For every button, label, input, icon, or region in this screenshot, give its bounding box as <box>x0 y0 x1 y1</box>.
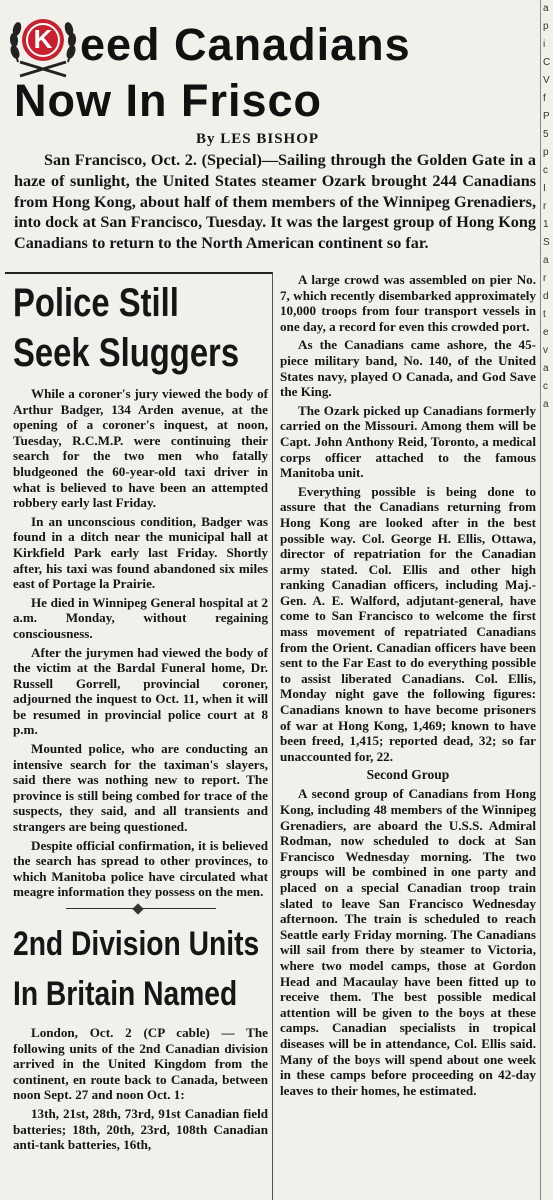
article-paragraph: The Ozark picked up Canadians formerly carried on the Missouri. Among them will be Capt. John Anthony Reid, Toronto, a medical corps officer attached to the famous Manitoba unit. <box>280 402 536 481</box>
edge-fragment: I <box>543 183 546 194</box>
logo-letter: K <box>33 24 53 54</box>
edge-fragment: p <box>543 147 549 158</box>
edge-fragment: i <box>543 39 546 50</box>
edge-fragment: c <box>543 165 548 176</box>
story-separator <box>66 908 216 909</box>
main-headline-line-2: Now In Frisco <box>14 75 323 126</box>
adjacent-column-fragment <box>540 0 553 1200</box>
story-division-headline-1: 2nd Division Units <box>13 925 260 963</box>
article-paragraph: As the Canadians came ashore, the 45-piece military band, No. 140, of the United States navy, played O Canada, and God Save the King. <box>280 337 536 400</box>
section-heading: Second Group <box>366 767 450 783</box>
story-police-paragraph: He died in Winnipeg General hospital at 2 a.m. Monday, without regaining consciousness. <box>13 594 268 641</box>
edge-fragment: 5 <box>543 129 549 140</box>
story-police-paragraph: While a coroner's jury viewed the body of Arthur Badger, 134 Arden avenue, at the opening of a coroner's inquest, at noon, Tuesday, R.C.M.P. were continuing their search for the two men who fatally bludgeoned the 60-year-old taxi driver in what is believed to have been an attempted robbery early last Friday. <box>13 386 268 511</box>
edge-fragment: a <box>543 255 549 266</box>
edge-fragment: S <box>543 237 550 248</box>
edge-fragment: c <box>543 381 548 392</box>
left-column <box>5 272 273 1200</box>
edge-fragment: a <box>543 399 549 410</box>
story-police <box>13 278 268 900</box>
story-police-headline-2: Seek Sluggers <box>13 331 240 375</box>
edge-fragment: C <box>543 57 551 68</box>
byline: By LES BISHOP <box>196 131 320 147</box>
right-column <box>278 272 536 1200</box>
newspaper-logo <box>6 4 80 86</box>
edge-fragment: 1 <box>543 219 549 230</box>
story-division <box>13 919 268 1153</box>
article-paragraph: A second group of Canadians from Hong Kong, including 48 members of the Winnipeg Grenadiers, are aboard the U.S.S. Admiral Rodman, now scheduled to dock at San Francisco Wednesday morning. The two groups will be combined in one party and placed on a special Canadian troop train slated to leave San Francisco Wednesday afternoon. The train is scheduled to reach Seattle early Friday morning. The Canadians will sail from there by steamer to Victoria, where two model camps, those at Gordon Head and Macaulay have been fitted up to receive them. The best possible medical attention will be given to the boys at these camps. Canadian specialists in tropical diseases will be in attendance, Col. Ellis said. Many of the boys will spend about one week in these camps before proceeding on 42-day leaves to their homes, he estimated. <box>280 786 536 1098</box>
edge-fragment: e <box>543 327 549 338</box>
lead-paragraph <box>14 150 536 254</box>
edge-fragment: v <box>543 345 548 356</box>
edge-fragment: t <box>543 309 546 320</box>
main-headline-line-1: eed Canadians <box>80 19 411 70</box>
lead-text: —Sailing through the Golden Gate in a haze of sunlight, the United States steamer Ozark brought 244 Canadians from Hong Kong, about half of them members of the Winnipeg Grenadiers, into dock at San Francisco, Tuesday. It was the largest group of Hong Kong Canadians to return to the North American continent so far. <box>14 151 536 253</box>
story-police-paragraph: Despite official confirmation, it is believed the search has spread to other provinces, to which Manitoba police have circulated what meagre information they possess on the men. <box>13 837 268 900</box>
story-police-paragraph: After the jurymen had viewed the body of the victim at the Bardal Funeral home, Dr. Russell Gorrell, provincial coroner, adjourned the inquest to Oct. 11, when it will be resumed in provincial police court at 8 p.m. <box>13 644 268 738</box>
edge-fragment: f <box>543 93 546 104</box>
edge-fragment: r <box>543 273 547 284</box>
story-division-paragraph <box>13 1025 268 1103</box>
lead-dateline: San Francisco, Oct. 2. (Special) <box>44 151 262 169</box>
article-paragraph: A large crowd was assembled on pier No. 7, which recently disembarked approximately 10,000 troops from four transport vessels in one day, a record for even this crowded port. <box>280 272 536 334</box>
story-police-paragraph: Mounted police, who are conducting an intensive search for the taximan's slayers, said there was nothing new to report. The province is still being combed for trace of the suspects, they said, and all transients and strangers are being questioned. <box>13 741 268 835</box>
edge-fragment: V <box>543 75 550 86</box>
edge-fragment: P <box>543 111 550 122</box>
edge-fragment: p <box>543 21 549 32</box>
story-police-headline-1: Police Still <box>13 281 179 325</box>
story-division-dateline: London, Oct. 2 (CP cable) <box>31 1025 210 1040</box>
edge-fragment: r <box>543 201 547 212</box>
story-division-paragraph: 13th, 21st, 28th, 73rd, 91st Canadian field batteries; 18th, 20th, 23rd, 108th Canadian anti-tank batteries, 16th, <box>13 1105 268 1153</box>
article-paragraph: Everything possible is being done to assure that the Canadians returning from Hong Kong are looked after in the best possible way. Col. George H. Ellis, Ottawa, director of repatriation for the Canadian army stated. Col. Ellis and other high ranking Canadian officers, including Maj.-Gen. A. E. Walford, adjutant-general, have come to San Francisco to welcome the first mass movement of repatriated Canadians from the Orient. Canadian officers have been sent to the Far East to do everything possible to assist liberated Canadians. Col. Ellis, Monday night gave the following figures: Canadians known to have become prisoners of war at Hong Kong, 1,469; known to have been freed, 1,415; reported dead, 32; so far unaccounted for, 22. <box>280 483 536 764</box>
edge-fragment: d <box>543 291 549 302</box>
edge-fragment: a <box>543 3 549 14</box>
story-division-headline-2: In Britain Named <box>13 975 238 1013</box>
edge-fragment: a <box>543 363 549 374</box>
story-police-paragraph: In an unconscious condition, Badger was found in a ditch near the municipal hall at Kirkfield Park early last Friday. Shortly after, his taxi was found abandoned six miles east of Portage la Prairie. <box>13 513 268 592</box>
story-division-text: — The following units of the 2nd Canadian division arrived in the United Kingdom from the continent, en route back to Canada, between noon Sept. 27 and noon Oct. 1: <box>13 1025 268 1103</box>
